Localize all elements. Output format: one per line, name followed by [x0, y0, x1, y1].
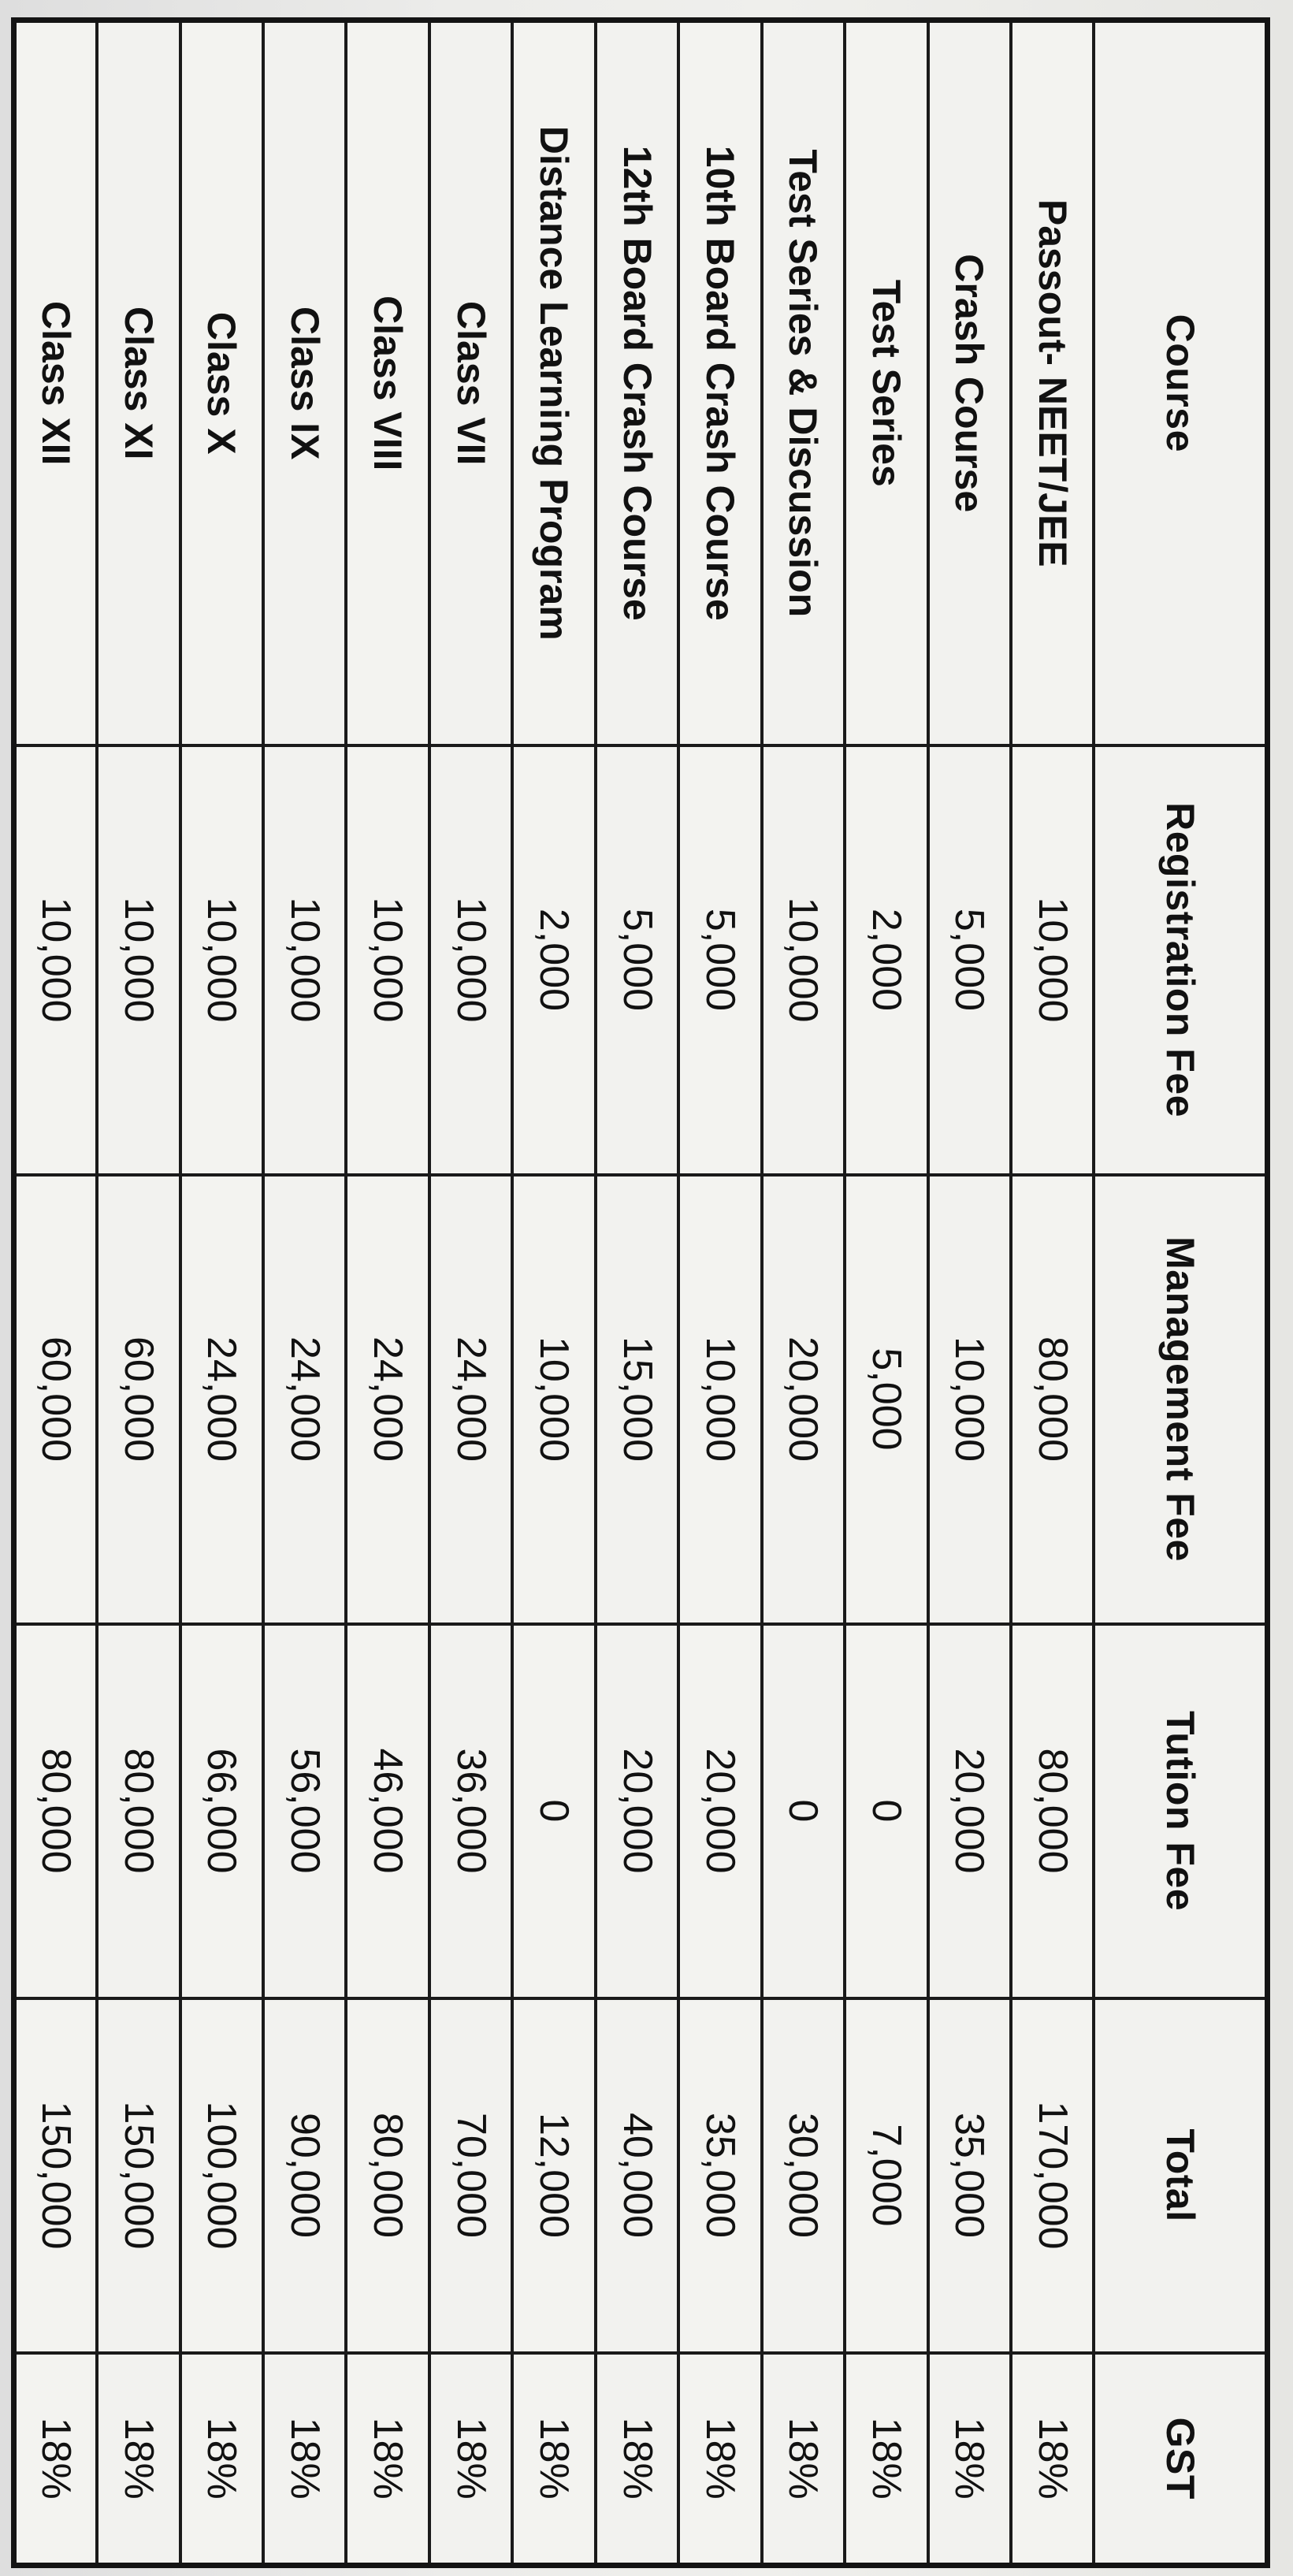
tution-fee-cell: 80,000: [14, 1624, 98, 1998]
total-cell: 35,000: [678, 1998, 761, 2353]
course-cell: 12th Board Crash Course: [596, 20, 678, 745]
table-row: [845, 20, 927, 2566]
management-fee-cell: 10,000: [678, 1175, 761, 1624]
course-cell: Test Series: [845, 20, 927, 745]
tution-fee-cell: 66,000: [180, 1624, 263, 1998]
course-cell: 10th Board Crash Course: [678, 20, 761, 745]
header-registration-fee: Registration Fee: [1094, 745, 1268, 1175]
course-cell: Distance Learning Program: [512, 20, 595, 745]
course-cell: Class IX: [263, 20, 346, 745]
course-cell: Class XI: [97, 20, 180, 745]
table-row: [596, 20, 678, 2566]
course-cell: Test Series & Discussion: [762, 20, 845, 745]
table-row: [429, 20, 512, 2566]
table-row: [512, 20, 595, 2566]
gst-cell: 18%: [596, 2353, 678, 2566]
management-fee-cell: 10,000: [928, 1175, 1011, 1624]
gst-cell: 18%: [14, 2353, 98, 2566]
total-cell: 35,000: [928, 1998, 1011, 2353]
registration-fee-cell: 10,000: [1011, 745, 1094, 1175]
header-total: Total: [1094, 1998, 1268, 2353]
tution-fee-cell: 80,000: [1011, 1624, 1094, 1998]
registration-fee-cell: 2,000: [512, 745, 595, 1175]
tution-fee-cell: 20,000: [678, 1624, 761, 1998]
total-cell: 150,000: [14, 1998, 98, 2353]
header-management-fee: Management Fee: [1094, 1175, 1268, 1624]
registration-fee-cell: 5,000: [928, 745, 1011, 1175]
table-row: [678, 20, 761, 2566]
tution-fee-cell: 0: [762, 1624, 845, 1998]
total-cell: 150,000: [97, 1998, 180, 2353]
table-row: [1011, 20, 1094, 2566]
total-cell: 90,000: [263, 1998, 346, 2353]
table-row: [14, 20, 98, 2566]
registration-fee-cell: 10,000: [346, 745, 429, 1175]
course-cell: Crash Course: [928, 20, 1011, 745]
total-cell: 80,000: [346, 1998, 429, 2353]
total-cell: 100,000: [180, 1998, 263, 2353]
table-row: [263, 20, 346, 2566]
registration-fee-cell: 5,000: [596, 745, 678, 1175]
total-cell: 7,000: [845, 1998, 927, 2353]
course-cell: Class XII: [14, 20, 98, 745]
registration-fee-cell: 10,000: [180, 745, 263, 1175]
tution-fee-cell: 20,000: [928, 1624, 1011, 1998]
total-cell: 30,000: [762, 1998, 845, 2353]
total-cell: 12,000: [512, 1998, 595, 2353]
registration-fee-cell: 5,000: [678, 745, 761, 1175]
management-fee-cell: 24,000: [346, 1175, 429, 1624]
header-row: [1094, 20, 1268, 2566]
gst-cell: 18%: [762, 2353, 845, 2566]
registration-fee-cell: 10,000: [429, 745, 512, 1175]
gst-cell: 18%: [678, 2353, 761, 2566]
gst-cell: 18%: [1011, 2353, 1094, 2566]
management-fee-cell: 24,000: [429, 1175, 512, 1624]
management-fee-cell: 60,000: [14, 1175, 98, 1624]
gst-cell: 18%: [928, 2353, 1011, 2566]
gst-cell: 18%: [97, 2353, 180, 2566]
fee-table: [11, 17, 1270, 2568]
tution-fee-cell: 0: [845, 1624, 927, 1998]
course-cell: Passout- NEET/JEE: [1011, 20, 1094, 745]
registration-fee-cell: 10,000: [762, 745, 845, 1175]
gst-cell: 18%: [429, 2353, 512, 2566]
course-cell: Class VIII: [346, 20, 429, 745]
table-row: [762, 20, 845, 2566]
registration-fee-cell: 10,000: [97, 745, 180, 1175]
registration-fee-cell: 10,000: [263, 745, 346, 1175]
tution-fee-cell: 80,000: [97, 1624, 180, 1998]
total-cell: 70,000: [429, 1998, 512, 2353]
total-cell: 40,000: [596, 1998, 678, 2353]
management-fee-cell: 10,000: [512, 1175, 595, 1624]
course-cell: Class X: [180, 20, 263, 745]
table-row: [180, 20, 263, 2566]
tution-fee-cell: 36,000: [429, 1624, 512, 1998]
gst-cell: 18%: [346, 2353, 429, 2566]
tution-fee-cell: 46,000: [346, 1624, 429, 1998]
table-row: [97, 20, 180, 2566]
tution-fee-cell: 0: [512, 1624, 595, 1998]
gst-cell: 18%: [180, 2353, 263, 2566]
management-fee-cell: 60,000: [97, 1175, 180, 1624]
gst-cell: 18%: [512, 2353, 595, 2566]
management-fee-cell: 80,000: [1011, 1175, 1094, 1624]
course-cell: Class VII: [429, 20, 512, 745]
total-cell: 170,000: [1011, 1998, 1094, 2353]
registration-fee-cell: 10,000: [14, 745, 98, 1175]
gst-cell: 18%: [263, 2353, 346, 2566]
tution-fee-cell: 56,000: [263, 1624, 346, 1998]
management-fee-cell: 24,000: [180, 1175, 263, 1624]
registration-fee-cell: 2,000: [845, 745, 927, 1175]
management-fee-cell: 5,000: [845, 1175, 927, 1624]
table-row: [928, 20, 1011, 2566]
header-gst: GST: [1094, 2353, 1268, 2566]
management-fee-cell: 24,000: [263, 1175, 346, 1624]
tution-fee-cell: 20,000: [596, 1624, 678, 1998]
table-row: [346, 20, 429, 2566]
header-course: Course: [1094, 20, 1268, 745]
gst-cell: 18%: [845, 2353, 927, 2566]
management-fee-cell: 20,000: [762, 1175, 845, 1624]
fee-rows: [14, 20, 1094, 2566]
header-tution-fee: Tution Fee: [1094, 1624, 1268, 1998]
management-fee-cell: 15,000: [596, 1175, 678, 1624]
